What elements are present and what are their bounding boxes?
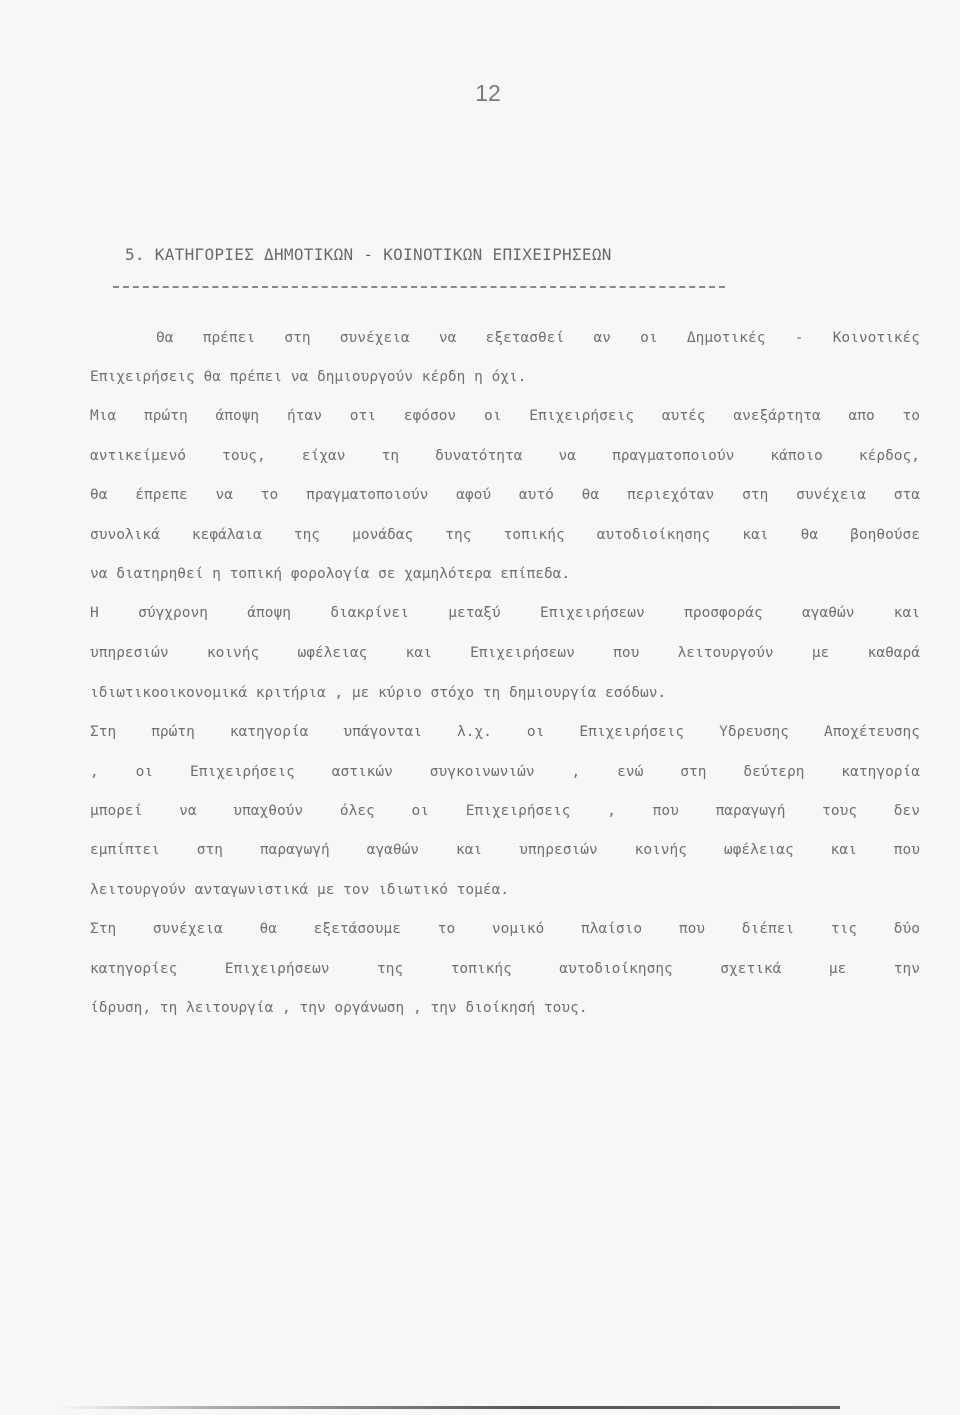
paragraph-line: Η σύγχρονη άποψη διακρίνει μεταξύ Επιχειρήσεων προσφοράς αγαθών και xyxy=(90,605,920,621)
paragraph-line: λειτουργούν ανταγωνιστικά με τον ιδιωτικό τομέα. xyxy=(90,882,510,898)
paragraph-line: Στη συνέχεια θα εξετάσουμε το νομικό πλαίσιο που διέπει τις δύο xyxy=(90,921,920,937)
paragraph-line: μπορεί να υπαχθούν όλες οι Επιχειρήσεις , που παραγωγή τους δεν xyxy=(90,803,920,819)
paragraph-line: κατηγορίες Επιχειρήσεων της τοπικής αυτοδιοίκησης σχετικά με την xyxy=(90,961,920,977)
paragraph-line: να διατηρηθεί η τοπική φορολογία σε χαμηλότερα επίπεδα. xyxy=(90,566,571,582)
paragraph-line: Μια πρώτη άποψη ήταν οτι εφόσον οι Επιχειρήσεις αυτές ανεξάρτητα απο το xyxy=(90,408,920,424)
paragraph-line: Στη πρώτη κατηγορία υπάγονται λ.χ. οι Επιχειρήσεις Υδρευσης Αποχέτευσης xyxy=(90,724,920,740)
paragraph-line: θα έπρεπε να το πραγματοποιούν αφού αυτό θα περιεχόταν στη συνέχεια στα xyxy=(90,487,920,503)
paragraph-line: Θα πρέπει στη συνέχεια να εξετασθεί αν οι Δημοτικές - Κοινοτικές xyxy=(156,330,920,346)
heading-underline xyxy=(113,286,725,288)
paragraph-line: ιδιωτικοοικονομικά κριτήρια , με κύριο στόχο τη δημιουργία εσόδων. xyxy=(90,685,667,701)
page-number: 12 xyxy=(475,80,501,106)
section-heading: 5. ΚΑΤΗΓΟΡΙΕΣ ΔΗΜΟΤΙΚΩΝ - ΚΟΙΝΟΤΙΚΩΝ ΕΠΙΧΕΙΡΗΣΕΩΝ xyxy=(125,245,612,264)
paragraph-line: ίδρυση, τη λειτουργία , την οργάνωση , την διοίκησή τους. xyxy=(90,1000,588,1016)
paragraph-line: εμπίπτει στη παραγωγή αγαθών και υπηρεσιών κοινής ωφέλειας και που xyxy=(90,842,920,858)
scan-edge-rule xyxy=(60,1406,840,1409)
paragraph-line: , οι Επιχειρήσεις αστικών συγκοινωνιών , ενώ στη δεύτερη κατηγορία xyxy=(90,764,920,780)
paragraph-line: αντικείμενό τους, είχαν τη δυνατότητα να πραγματοποιούν κάποιο κέρδος, xyxy=(90,448,920,464)
paragraph-line: συνολικά κεφάλαια της μονάδας της τοπικής αυτοδιοίκησης και θα βοηθούσε xyxy=(90,527,920,543)
paragraph-line: υπηρεσιών κοινής ωφέλειας και Επιχειρήσεων που λειτουργούν με καθαρά xyxy=(90,645,920,661)
paragraph-line: Επιχειρήσεις θα πρέπει να δημιουργούν κέρδη η όχι. xyxy=(90,369,527,385)
